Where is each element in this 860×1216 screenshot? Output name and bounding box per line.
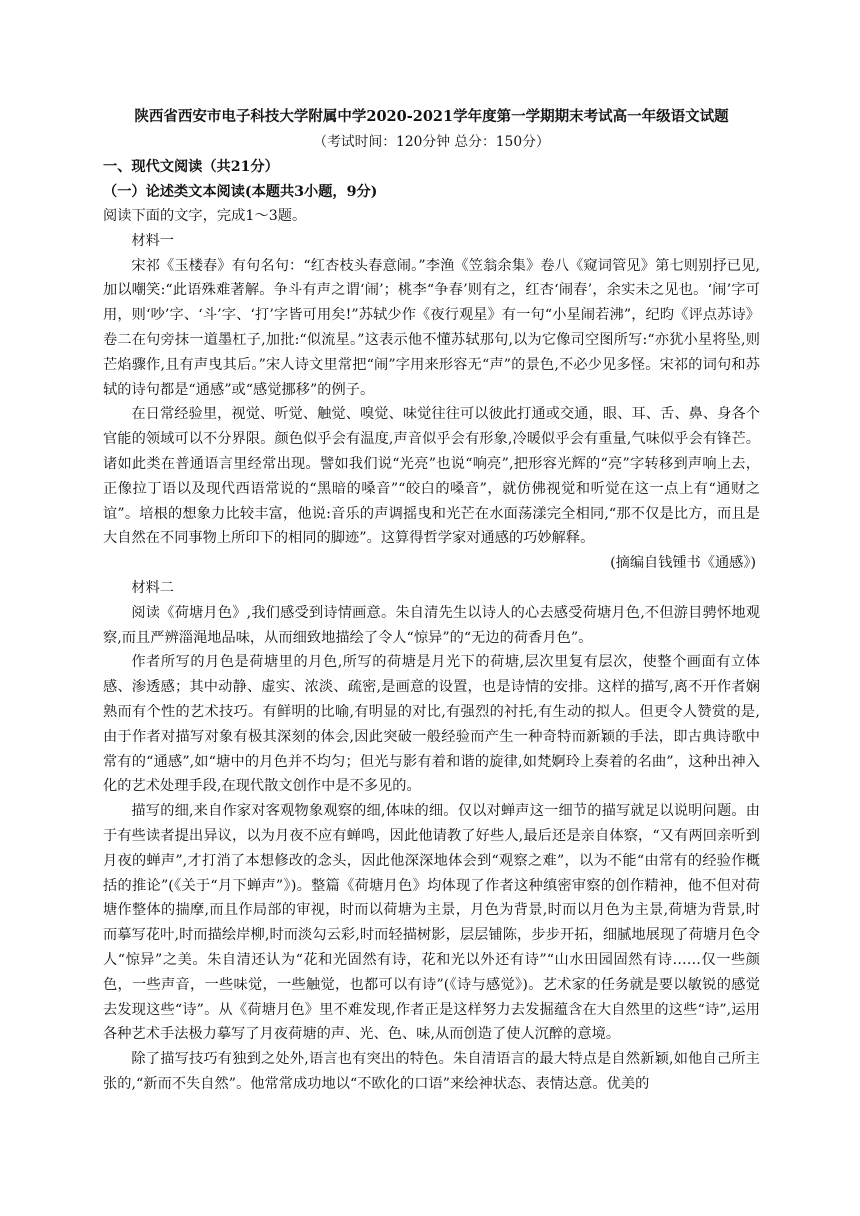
material-2-paragraph: 除了描写技巧有独到之处外,语言也有突出的特色。朱自清语言的最大特点是自然新颖,如他自己所主张的,“新而不失自然”。他常常成功地以“不欧化的口语”来绘神状态、表情达意。优美的 bbox=[103, 1051, 760, 1092]
material-2-paragraph: 阅读《荷塘月色》,我们感受到诗情画意。朱自清先生以诗人的心去感受荷塘月色,不但游目骋怀地观察,而且严辨淄渑地品味，从而细致地描绘了令人“惊异”的“无边的荷香月色”。 bbox=[103, 604, 760, 646]
material-2-paragraph: 描写的细,来自作家对客观物象观察的细,体味的细。仅以对蝉声这一细节的描写就足以说明问题。由于有些读者提出异议，以为月夜不应有蝉鸣，因此他请教了好些人,最后还是亲自体察，“又有两回亲听到月夜的蝉声”,才打消了本想修改的念头，因此他深深地体会到“观察之难”，以为不能“由常有的经验作概括的推论”(《关于“月下蝉声”》)。整篇《荷塘月色》均体现了作者这种缜密审察的创作精神，他不但对荷塘作整体的揣摩,而且作局部的审视，时而以荷塘为主景，月色为背景,时而以月色为主景,荷塘为背景,时而摹写花叶,时而描绘岸柳,时而淡勾云彩,时而轻描树影，层层铺陈，步步开拓，细腻地展现了荷塘月色令人“惊异”之美。朱自清还认为“花和光固然有诗，花和光以外还有诗”“山水田园固然有诗……仅一些颜色，一些声音，一些味觉，一些触觉，也都可以有诗”(《诗与感觉》)。艺术家的任务就是要以敏锐的感觉去发现这些“诗”。从《荷塘月色》里不难发现,作者正是这样努力去发掘蕴含在大自然里的这些“诗”,运用各种艺术手法极力摹写了月夜荷塘的声、光、色、味,从而创造了使人沉醉的意境。 bbox=[103, 803, 760, 1043]
material-2-label: 材料二 bbox=[131, 579, 174, 596]
subsection-heading: （一）论述类文本阅读(本题共3小题，9分) bbox=[103, 183, 378, 200]
reading-instruction: 阅读下面的文字，完成1～3题。 bbox=[103, 208, 307, 224]
section-heading: 一、现代文阅读（共21分） bbox=[103, 159, 279, 175]
material-1-label: 材料一 bbox=[131, 232, 174, 249]
exam-subtitle: （考试时间：120分钟 总分：150分） bbox=[313, 134, 550, 150]
exam-title: 陕西省西安市电子科技大学附属中学2020-2021学年度第一学期期末考试高一年级语文试题 bbox=[134, 108, 729, 125]
material-1-paragraph: 在日常经验里，视觉、听觉、触觉、嗅觉、味觉往往可以彼此打通或交通，眼、耳、舌、鼻、身各个官能的领域可以不分界限。颜色似乎会有温度,声音似乎会有形象,冷暖似乎会有重量,气味似乎会有锋芒。诸如此类在普通语言里经常出现。譬如我们说“光亮”也说“响亮”,把形容光辉的“亮”字转移到声响上去，正像拉丁语以及现代西语常说的“黑暗的嗓音”“皎白的嗓音”，就仿佛视觉和听觉在这一点上有“通财之谊”。培根的想象力比较丰富，他说:音乐的声调摇曳和光芒在水面荡漾完全相同,“那不仅是比方，而且是大自然在不同事物上所印下的相同的脚迹”。这算得哲学家对通感的巧妙解释。 bbox=[103, 406, 760, 547]
material-2-paragraph: 作者所写的月色是荷塘里的月色,所写的荷塘是月光下的荷塘,层次里复有层次，使整个画面有立体感、渗透感；其中动静、虚实、浓淡、疏密,是画意的设置，也是诗情的安排。这样的描写,离不开作者娴熟而有个性的艺术技巧。有鲜明的比喻,有明显的对比,有强烈的衬托,有生动的拟人。但更令人赞赏的是,由于作者对描写对象有极其深刻的体会,因此突破一般经验而产生一种奇特而新颖的手法，即古典诗歌中常有的“通感”,如“塘中的月色并不均匀；但光与影有着和谐的旋律,如梵婀玲上奏着的名曲”，这种出神入化的艺术处理手段,在现代散文创作中是不多见的。 bbox=[103, 654, 760, 795]
material-1-paragraph: 宋祁《玉楼春》有句名句：“红杏枝头春意闹。”李渔《笠翁余集》卷八《窥词管见》第七则别抒已见,加以嘲笑:“此语殊难著解。争斗有声之谓‘闹’；桃李“争春’则有之，红杏‘闹春’，余实未之见也。‘闹’字可用，则‘吵’字、‘斗’字、‘打’字皆可用矣!”苏轼少作《夜行观星》有一句“小星闹若沸”，纪昀《评点苏诗》卷二在句旁抹一道墨杠子,加批:“似流星。”这表示他不懂苏轼那句,以为它像司空图所写:“亦犹小星将坠,则芒焰骤作,且有声曳其后。”宋人诗文里常把“闹”字用来形容无“声”的景色,不必少见多怪。宋祁的词句和苏轼的诗句都是“通感”或“感觉挪移”的例子。 bbox=[103, 257, 760, 398]
material-1-source: (摘编自钱锺书《通感》) bbox=[610, 555, 756, 572]
